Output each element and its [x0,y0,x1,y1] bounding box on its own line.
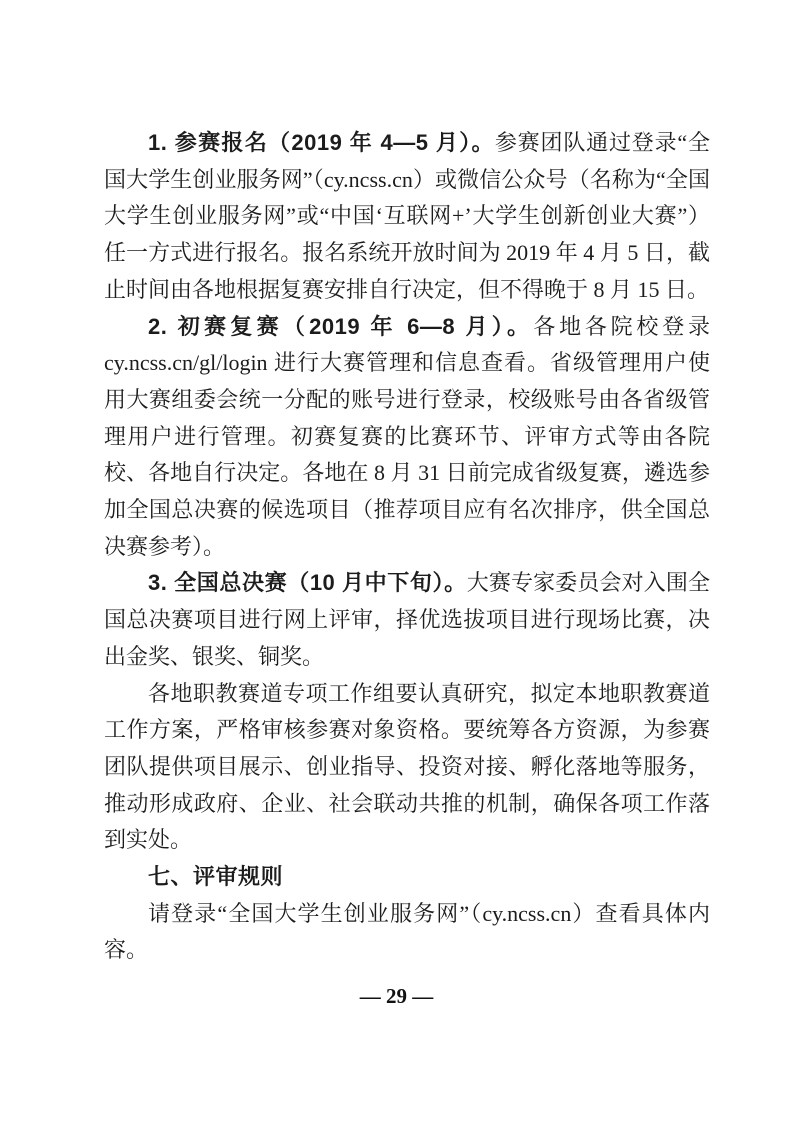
paragraph [104,309,710,566]
paragraph [104,896,710,969]
text-run: 大赛专家委员会对入围全国总决赛项目进行网上评审，择优选拔项目进行现场比赛，决出金奖、银奖、铜奖。 [104,570,710,669]
text-run: 七、评审规则 [148,864,284,890]
text-run: 3. 全国总决赛（10 月中下旬）。 [148,570,467,596]
document-body [104,125,710,969]
page-number: — 29 — [359,984,434,1008]
text-run: 各地各院校登录 cy.ncss.cn/gl/login 进行大赛管理和信息查看。省级管理用户使用大赛组委会统一分配的账号进行登录，校级账号由各省级管理用户进行管理。初赛复赛的比赛环节、评审方式等由各院校、各地自行决定。各地在 8 月 31 日前完成省级复赛，遴选参加全国总决赛的候选项目（推荐项目应有名次排序，供全国总决赛参考）。 [104,313,710,559]
paragraph [104,125,710,309]
text-run: 2. 初赛复赛（2019 年 6—8 月）。 [148,313,534,339]
text-run: 请登录“全国大学生创业服务网”（cy.ncss.cn）查看具体内容。 [104,900,710,963]
text-run: 1. 参赛报名（2019 年 4—5 月）。 [148,130,495,155]
section-heading [104,859,710,896]
text-run: 参赛团队通过登录“全国大学生创业服务网”（cy.ncss.cn）或微信公众号（名称为“全国大学生创业服务网”或“中国‘互联网+’大学生创新创业大赛”）任一方式进行报名。报名系统开放时间为 2019 年 4 月 5 日，截止时间由各地根据复赛安排自行决定，但不得晚于 8 月 15 日。 [104,130,710,302]
text-run: 各地职教赛道专项工作组要认真研究，拟定本地职教赛道工作方案，严格审核参赛对象资格。要统筹各方资源，为参赛团队提供项目展示、创业指导、投资对接、孵化落地等服务，推动形成政府、企业、社会联动共推的机制，确保各项工作落到实处。 [104,680,710,853]
paragraph [104,565,710,675]
paragraph [104,676,710,860]
